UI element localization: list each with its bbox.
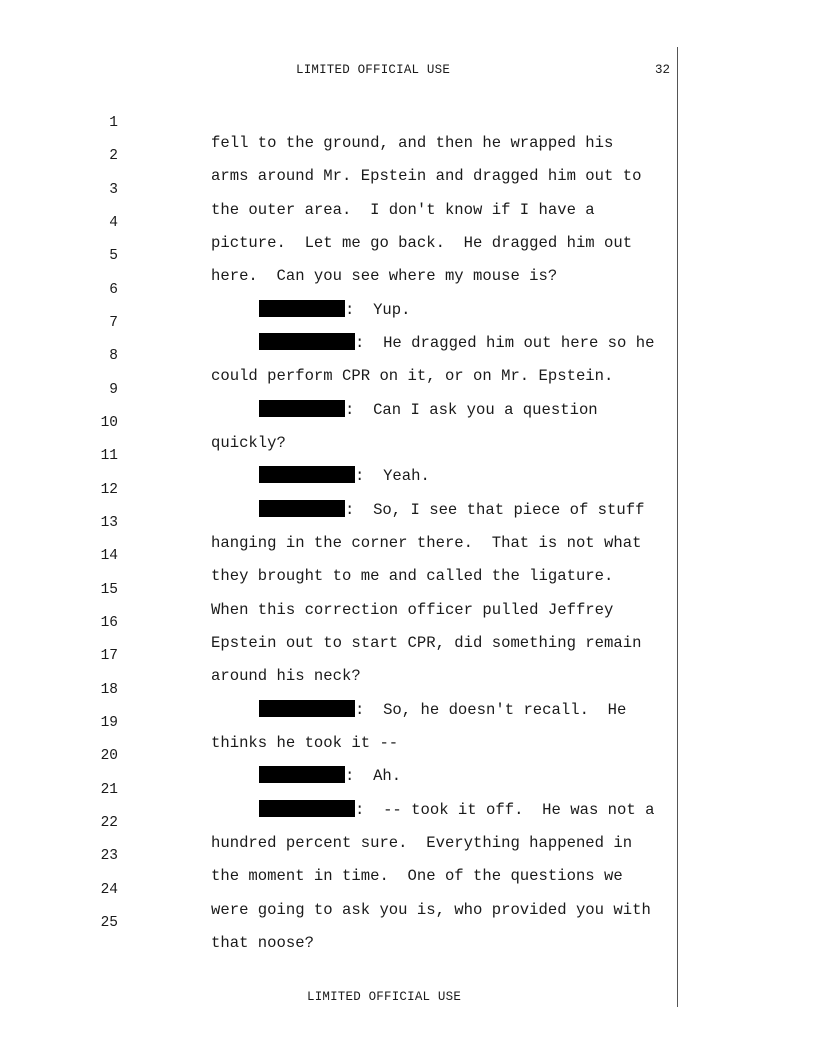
line-number: 23 xyxy=(100,848,118,864)
transcript-line xyxy=(0,826,680,885)
transcript-line xyxy=(0,860,680,919)
line-text: thinks he took it -- xyxy=(211,734,399,752)
line-number: 14 xyxy=(100,548,118,564)
transcript-line xyxy=(0,426,680,485)
transcript-line xyxy=(0,626,680,685)
transcript-line xyxy=(0,226,680,285)
line-text: hanging in the corner there. That is not what xyxy=(211,534,642,552)
page-number: 32 xyxy=(654,63,670,77)
line-number: 1 xyxy=(109,115,118,131)
line-number: 12 xyxy=(100,482,118,498)
line-number: 24 xyxy=(100,882,118,898)
line-number: 10 xyxy=(100,415,118,431)
line-text: could perform CPR on it, or on Mr. Epstein. xyxy=(211,367,614,385)
transcript-line xyxy=(0,593,680,652)
header-classification-label: LIMITED OFFICIAL USE xyxy=(296,63,451,77)
transcript-line xyxy=(0,660,680,719)
line-text: hundred percent sure. Everything happened in xyxy=(211,834,633,852)
line-number: 18 xyxy=(100,682,118,698)
line-number: 8 xyxy=(109,348,118,364)
line-text: When this correction officer pulled Jeffrey xyxy=(211,601,614,619)
line-text: : Can I ask you a question xyxy=(345,401,598,419)
line-number: 21 xyxy=(100,782,118,798)
transcript-line xyxy=(0,160,680,219)
transcript-line xyxy=(0,793,680,852)
transcript-line xyxy=(0,360,680,419)
footer-classification-label: LIMITED OFFICIAL USE xyxy=(307,990,462,1004)
line-number: 5 xyxy=(109,248,118,264)
line-number: 13 xyxy=(100,515,118,531)
transcript-line xyxy=(0,126,680,185)
line-number: 3 xyxy=(109,182,118,198)
line-text: : Yup. xyxy=(345,301,411,319)
transcript-line xyxy=(0,393,680,452)
line-number: 19 xyxy=(100,715,118,731)
line-text: the moment in time. One of the questions we xyxy=(211,867,623,885)
line-text: were going to ask you is, who provided you with xyxy=(211,901,651,919)
line-number: 25 xyxy=(100,915,118,931)
line-text: quickly? xyxy=(211,434,286,452)
line-number: 9 xyxy=(109,382,118,398)
line-number: 11 xyxy=(100,448,118,464)
transcript-line xyxy=(0,560,680,619)
line-number: 2 xyxy=(109,148,118,164)
transcript-line xyxy=(0,293,680,352)
line-text: around his neck? xyxy=(211,667,361,685)
transcript-line xyxy=(0,460,680,519)
transcript-line xyxy=(0,193,680,252)
line-text: : He dragged him out here so he xyxy=(355,334,655,352)
line-text: : Ah. xyxy=(345,767,402,785)
line-number: 4 xyxy=(109,215,118,231)
line-text: : -- took it off. He was not a xyxy=(355,801,655,819)
line-text: : So, he doesn't recall. He xyxy=(355,701,627,719)
transcript-line xyxy=(0,726,680,785)
line-number: 15 xyxy=(100,582,118,598)
line-number: 22 xyxy=(100,815,118,831)
line-text: the outer area. I don't know if I have a xyxy=(211,201,595,219)
line-number: 6 xyxy=(109,282,118,298)
line-text: they brought to me and called the ligature. xyxy=(211,567,614,585)
line-text: : Yeah. xyxy=(355,467,430,485)
transcript-line xyxy=(0,526,680,585)
line-number: 16 xyxy=(100,615,118,631)
transcript-line xyxy=(0,93,680,152)
line-text: that noose? xyxy=(211,934,314,952)
transcript-line xyxy=(0,493,680,552)
line-text: : So, I see that piece of stuff xyxy=(345,501,645,519)
line-number: 17 xyxy=(100,648,118,664)
line-text: fell to the ground, and then he wrapped his xyxy=(211,134,614,152)
line-number: 20 xyxy=(100,748,118,764)
line-text: here. Can you see where my mouse is? xyxy=(211,267,558,285)
line-text: picture. Let me go back. He dragged him out xyxy=(211,234,633,252)
line-number: 7 xyxy=(109,315,118,331)
transcript-line xyxy=(0,693,680,752)
line-text: arms around Mr. Epstein and dragged him out to xyxy=(211,167,642,185)
transcript-line xyxy=(0,326,680,385)
line-text: Epstein out to start CPR, did something remain xyxy=(211,634,642,652)
transcript-line xyxy=(0,760,680,819)
transcript-line xyxy=(0,893,680,952)
transcript-line xyxy=(0,260,680,319)
